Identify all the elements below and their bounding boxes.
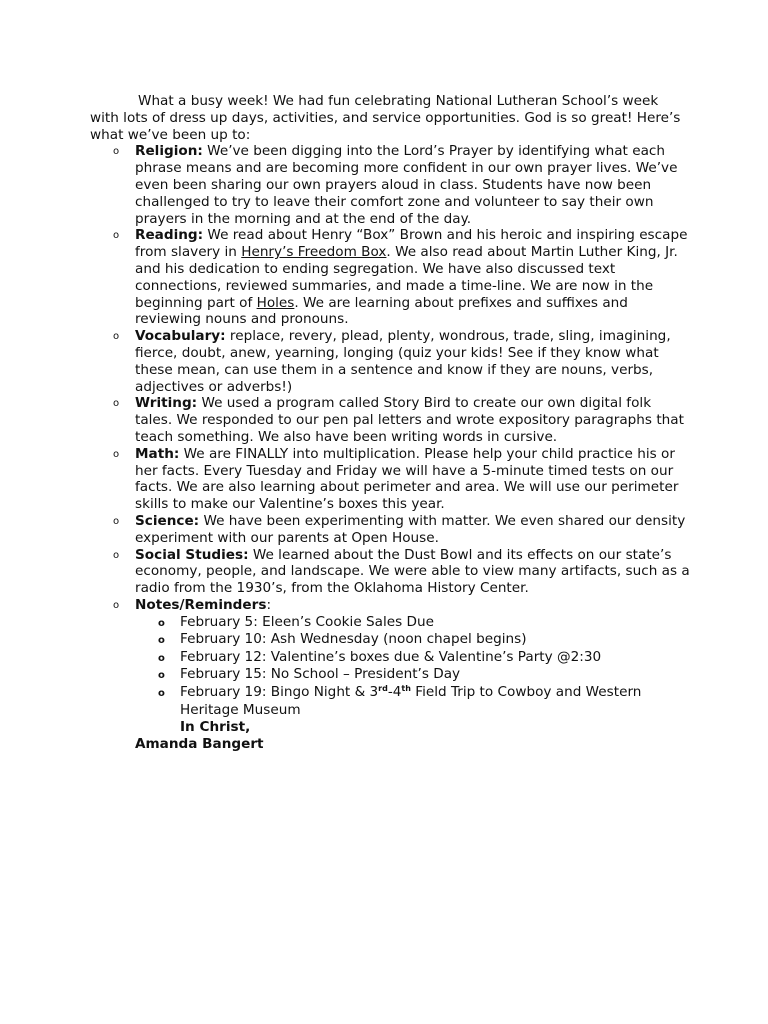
list-item-math (135, 446, 690, 513)
text-religion: We’ve been digging into the Lord’s Prayer by identifying what each phrase means and are becoming more confident in our own prayer lives. We’ve even been sharing our own prayers aloud in class. Students have now been challenged to try to leave their comfort zone and volunteer to say their own prayers in the morning and at the end of the day. (135, 143, 678, 227)
closing-line: In Christ, (180, 719, 251, 736)
text-vocabulary: replace, revery, plead, plenty, wondrous, trade, sling, imagining, fierce, doubt, anew, yearning, longing (quiz your kids! See if they know what these mean, can use them in a sentence and know if they are nouns, verbs, adjectives or adverbs!) (135, 328, 671, 395)
list-item-science (135, 513, 690, 547)
reminder-item: o February 10: Ash Wednesday (noon chapel begins) (180, 631, 690, 649)
text-reading-c: . We are learning about prefixes and suffixes and reviewing nouns and pronouns. (135, 294, 628, 328)
heading-writing: Writing: (135, 395, 198, 412)
superscript-rd: rd (378, 684, 388, 694)
intro-paragraph: What a busy week! We had fun celebrating National Lutheran School’s week with lots of dress up days, activities, and service opportunities. God is so great! Here’s what we’ve been up to: (90, 93, 681, 143)
heading-math: Math: (135, 445, 180, 462)
reminder-text-pre: February 19: Bingo Night & 3 (180, 684, 379, 701)
list-item-notes (135, 597, 690, 719)
book-title-henrys-freedom-box: Henry’s Freedom Box (241, 244, 387, 261)
book-title-holes: Holes (256, 294, 295, 311)
reminder-text-mid: -4 (387, 684, 402, 701)
list-item-reading (135, 227, 690, 328)
text-social-studies: We learned about the Dust Bowl and its effects on our state’s economy, people, and landscape. We were able to view many artifacts, such as a radio from the 1930’s, from the Oklahoma History Center. (135, 546, 690, 597)
reminder-list (135, 614, 690, 720)
reminder-item: o February 15: No School – President’s Day (180, 666, 690, 684)
list-item-social-studies (135, 547, 690, 597)
list-item-writing (135, 395, 690, 445)
reminder-item (180, 684, 690, 719)
list-item-religion (135, 143, 690, 227)
text-writing: We used a program called Story Bird to create our own digital folk tales. We responded to our pen pal letters and wrote expository paragraphs that teach something. We also have been writing words in cursive. (135, 395, 684, 445)
reminder-item: o February 5: Eleen’s Cookie Sales Due (180, 614, 690, 632)
signature-name: Amanda Bangert (135, 736, 264, 753)
text-math: We are FINALLY into multiplication. Please help your child practice his or her facts. Every Tuesday and Friday we will have a 5-minute timed tests on our facts. We are also learning about perimeter and area. We will use our perimeter skills to make our Valentine’s boxes this year. (135, 445, 679, 513)
topic-list (90, 143, 690, 719)
text-notes: : (266, 596, 272, 613)
letter-body (90, 93, 690, 753)
heading-social-studies: Social Studies: (135, 546, 249, 563)
signature-block (90, 719, 690, 753)
text-reading-a: We read about Henry “Box” Brown and his heroic and inspiring escape from slavery in (135, 227, 688, 261)
reminder-item: o February 12: Valentine’s boxes due & Valentine’s Party @2:30 (180, 649, 690, 667)
heading-reading: Reading: (135, 227, 204, 244)
heading-science: Science: (135, 512, 200, 529)
superscript-th: th (401, 684, 411, 694)
list-item-vocabulary (135, 328, 690, 395)
heading-religion: Religion: (135, 143, 203, 160)
text-reading-b: . We also read about Martin Luther King, Jr. and his dedication to ending segregation. We have also discussed text connections, reviewed summaries, and made a time-line. We are now in the beginning part of (135, 244, 678, 311)
heading-notes: Notes/Reminders (135, 596, 267, 613)
heading-vocabulary: Vocabulary: (135, 328, 226, 345)
reminder-text-post: Field Trip to Cowboy and Western Heritage Museum (180, 684, 642, 718)
text-science: We have been experimenting with matter. We even shared our density experiment with our parents at Open House. (135, 512, 686, 546)
